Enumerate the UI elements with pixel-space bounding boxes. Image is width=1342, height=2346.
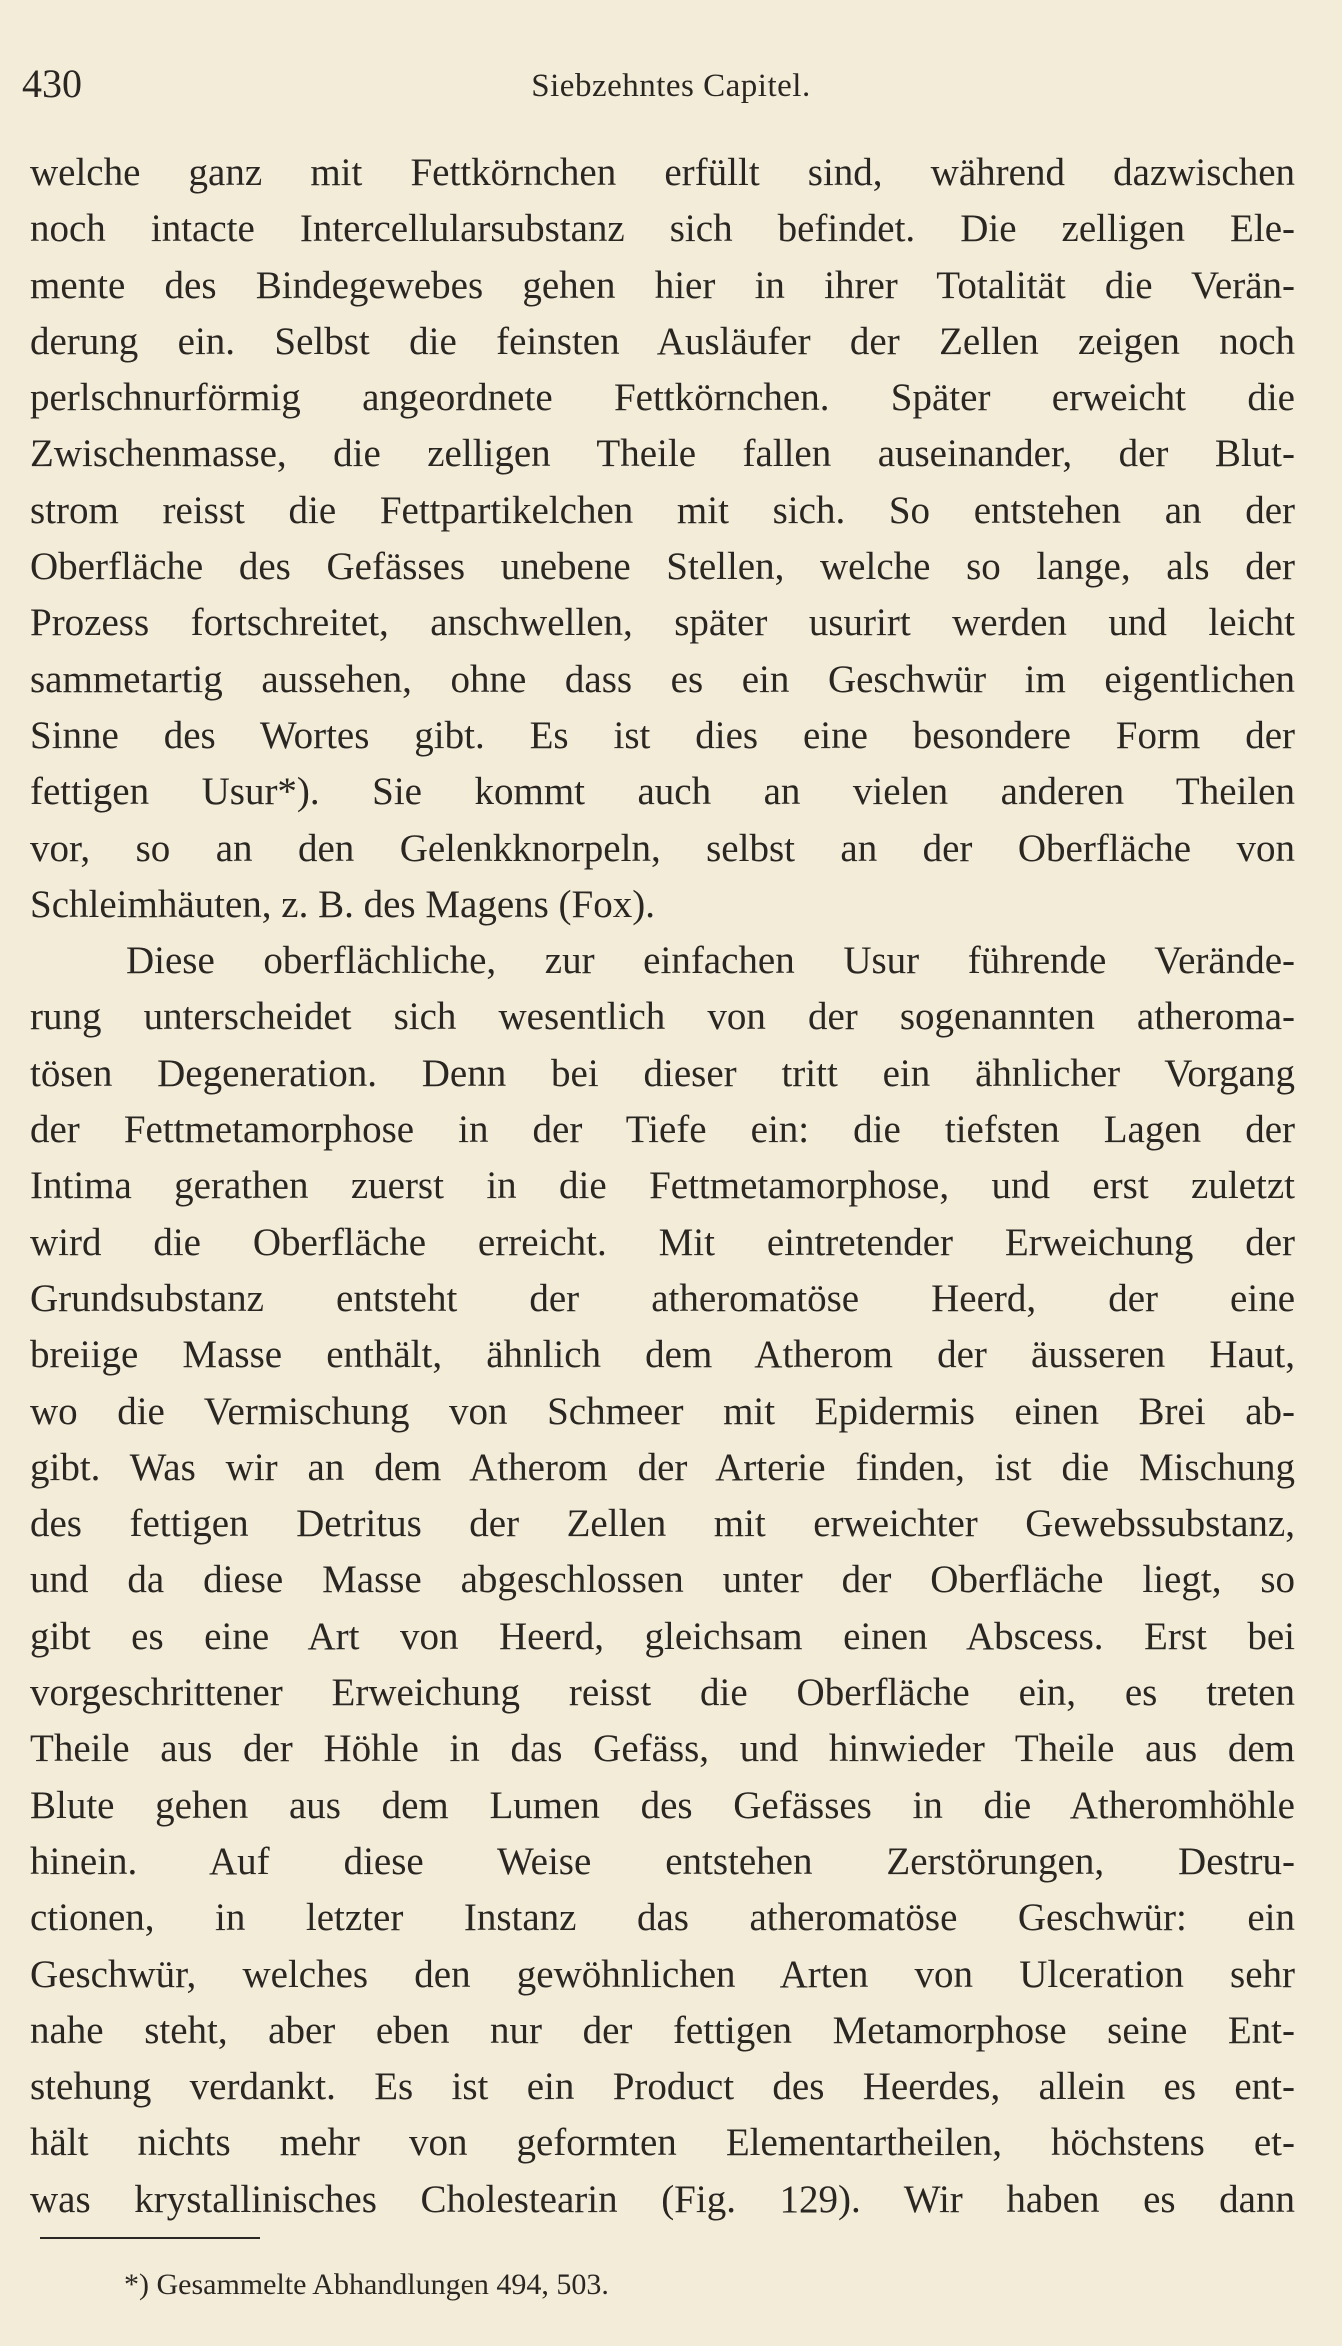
text-line: des fettigen Detritus der Zellen mit erweichter Gewebssubstanz, (30, 1502, 1295, 1546)
text-line: nahe steht, aber eben nur der fettigen Metamorphose seine Ent- (30, 2008, 1295, 2052)
text-line: tösen Degeneration. Denn bei dieser tritt ein ähnlicher Vorgang (30, 1051, 1295, 1095)
text-line: Theile aus der Höhle in das Gefäss, und hinwieder Theile aus dem (30, 1727, 1295, 1771)
text-line: Zwischenmasse, die zelligen Theile fallen auseinander, der Blut- (30, 432, 1295, 476)
text-line: vor, so an den Gelenkknorpeln, selbst an der Oberfläche von (30, 826, 1295, 870)
text-line: Sinne des Wortes gibt. Es ist dies eine besondere Form der (30, 713, 1295, 757)
text-line: rung unterscheidet sich wesentlich von der sogenannten atheroma- (30, 995, 1295, 1039)
text-line: was krystallinisches Cholestearin (Fig. 129). Wir haben es dann (30, 2177, 1295, 2221)
text-line: Prozess fortschreitet, anschwellen, später usurirt werden und leicht (30, 601, 1295, 645)
text-line: welche ganz mit Fettkörnchen erfüllt sind, während dazwischen (30, 151, 1295, 194)
text-line: Diese oberflächliche, zur einfachen Usur führende Verände- (126, 939, 1295, 983)
text-line: und da diese Masse abgeschlossen unter der Oberfläche liegt, so (30, 1558, 1295, 1602)
text-line: sammetartig aussehen, ohne dass es ein Geschwür im eigentlichen (30, 657, 1295, 701)
running-title: Siebzehntes Capitel. (531, 68, 811, 104)
text-line: hinein. Auf diese Weise entstehen Zerstörungen, Destru- (30, 1839, 1295, 1883)
text-line: noch intacte Intercellularsubstanz sich befindet. Die zelligen Ele- (30, 207, 1295, 251)
text-line: stehung verdankt. Es ist ein Product des Heerdes, allein es ent- (30, 2065, 1295, 2109)
text-line: mente des Bindegewebes gehen hier in ihrer Totalität die Verän- (30, 263, 1295, 307)
text-line: Intima gerathen zuerst in die Fettmetamorphose, und erst zuletzt (30, 1164, 1295, 1208)
text-line: Grundsubstanz entsteht der atheromatöse Heerd, der eine (30, 1276, 1295, 1320)
text-line: breiige Masse enthält, ähnlich dem Atherom der äusseren Haut, (30, 1333, 1295, 1377)
text-line: gibt es eine Art von Heerd, gleichsam einen Abscess. Erst bei (30, 1614, 1295, 1658)
text-line: perlschnurförmig angeordnete Fettkörnchen. Später erweicht die (30, 376, 1295, 420)
text-line: gibt. Was wir an dem Atherom der Arterie finden, ist die Mischung (30, 1445, 1295, 1489)
footnote: *) Gesammelte Abhandlungen 494, 503. (124, 2268, 609, 2301)
text-line: Schleimhäuten, z. B. des Magens (Fox). (30, 882, 655, 926)
text-line: hält nichts mehr von geformten Elementartheilen, höchstens et- (30, 2121, 1295, 2165)
text-line: ctionen, in letzter Instanz das atheromatöse Geschwür: ein (30, 1896, 1295, 1940)
text-line: Oberfläche des Gefässes unebene Stellen, welche so lange, als der (30, 545, 1295, 589)
text-line: vorgeschrittener Erweichung reisst die Oberfläche ein, es treten (30, 1671, 1295, 1715)
text-line: strom reisst die Fettpartikelchen mit sich. So entstehen an der (30, 488, 1295, 532)
footnote-rule (40, 2237, 260, 2239)
text-line: der Fettmetamorphose in der Tiefe ein: die tiefsten Lagen der (30, 1108, 1295, 1152)
text-line: derung ein. Selbst die feinsten Ausläufer der Zellen zeigen noch (30, 319, 1295, 363)
text-line: fettigen Usur*). Sie kommt auch an vielen anderen Theilen (30, 770, 1295, 814)
text-line: wird die Oberfläche erreicht. Mit eintretender Erweichung der (30, 1220, 1295, 1264)
text-line: Geschwür, welches den gewöhnlichen Arten von Ulceration sehr (30, 1952, 1295, 1996)
text-line: Blute gehen aus dem Lumen des Gefässes in die Atheromhöhle (30, 1783, 1295, 1827)
text-line: wo die Vermischung von Schmeer mit Epidermis einen Brei ab- (30, 1389, 1295, 1433)
body-text (30, 145, 1295, 2228)
page-number: 430 (22, 61, 82, 106)
